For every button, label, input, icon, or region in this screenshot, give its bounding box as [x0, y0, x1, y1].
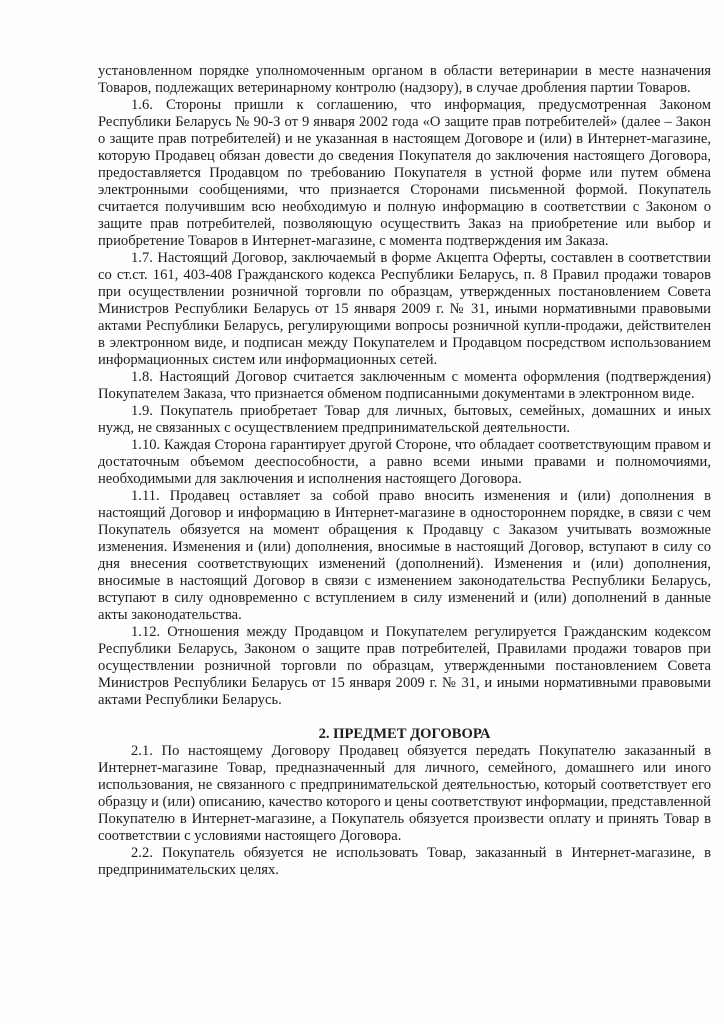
- contract-text-block: [98, 63, 711, 879]
- paragraph-clause-1-8: 1.8. Настоящий Договор считается заключенным с момента оформления (подтверждения) Покупателем Заказа, что признается обменом подписанными документами в электронном виде.: [98, 369, 711, 402]
- paragraph-clause-1-9: 1.9. Покупатель приобретает Товар для личных, бытовых, семейных, домашних и иных нужд, не связанных с осуществлением предпринимательской деятельности.: [98, 403, 711, 436]
- paragraph-clause-2-2: 2.2. Покупатель обязуется не использовать Товар, заказанный в Интернет-магазине, в предпринимательских целях.: [98, 845, 711, 878]
- paragraph-continuation: установленном порядке уполномоченным органом в области ветеринарии в месте назначения Товаров, подлежащих ветеринарному контролю (надзору), в случае дробления партии Товаров.: [98, 63, 711, 96]
- paragraph-clause-1-11: 1.11. Продавец оставляет за собой право вносить изменения и (или) дополнения в настоящий Договор и информацию в Интернет-магазине в одностороннем порядке, в связи с чем Покупатель обязуется на момент обращения к Продавцу с Заказом учитывать возможные изменения. Изменения и (или) дополнения, вносимые в настоящий Договор, вступают в силу со дня внесения соответствующих изменений (дополнений). Изменения и (или) дополнения, вносимые в настоящий Договор в связи с изменением законодательства Республики Беларусь, вступают в силу одновременно с вступлением в силу изменений и (или) дополнений в данные акты законодательства.: [98, 488, 711, 623]
- paragraph-clause-1-12: 1.12. Отношения между Продавцом и Покупателем регулируется Гражданским кодексом Республики Беларусь, Законом о защите прав потребителей, Правилами продажи товаров при осуществлении розничной торговли по образцам, утвержденными постановлением Совета Министров Республики Беларусь от 15 января 2009 г. № 31, и иными нормативными правовыми актами Республики Беларусь.: [98, 624, 711, 708]
- paragraph-clause-1-7: 1.7. Настоящий Договор, заключаемый в форме Акцепта Оферты, составлен в соответствии со ст.ст. 161, 403-408 Гражданского кодекса Республики Беларусь, п. 8 Правил продажи товаров при осуществлении розничной торговли по образцам, утвержденных постановлением Совета Министров Республики Беларусь от 15 января 2009 г. № 31, иными нормативными правовыми актами Республики Беларусь, регулирующими вопросы розничной купли-продажи, действителен в электронном виде, и подписан между Покупателем и Продавцом посредством использованием информационных систем или информационных сетей.: [98, 250, 711, 368]
- paragraph-clause-1-6: 1.6. Стороны пришли к соглашению, что информация, предусмотренная Законом Республики Беларусь № 90-З от 9 января 2002 года «О защите прав потребителей» (далее – Закон о защите прав потребителей) и не указанная в настоящем Договоре и (или) в Интернет-магазине, которую Продавец обязан довести до сведения Покупателя до заключения настоящего Договора, предоставляется Продавцом по требованию Покупателя в устной форме или путем обмена электронными сообщениями, что признается Сторонами письменной формой. Покупатель считается получившим всю необходимую и полную информацию в соответствии с Законом о защите прав потребителей, позволяющую осуществить Заказ на приобретение или выбор и приобретение Товаров в Интернет-магазине, с момента подтверждения им Заказа.: [98, 97, 711, 249]
- section-heading-predmet-dogovora: 2. ПРЕДМЕТ ДОГОВОРА: [318, 726, 491, 742]
- paragraph-clause-1-10: 1.10. Каждая Сторона гарантирует другой Стороне, что обладает соответствующим правом и достаточным объемом дееспособности, а равно всеми иными правами и полномочиями, необходимыми для заключения и исполнения настоящего Договора.: [98, 437, 711, 487]
- paragraph-clause-2-1: 2.1. По настоящему Договору Продавец обязуется передать Покупателю заказанный в Интернет-магазине Товар, предназначенный для личного, семейного, домашнего или иного использования, не связанного с предпринимательской деятельностью, который соответствует его образцу и (или) описанию, качество которого и цены соответствуют информации, представленной Покупателю в Интернет-магазине, а Покупатель обязуется произвести оплату и принять Товар в соответствии с условиями настоящего Договора.: [98, 743, 711, 844]
